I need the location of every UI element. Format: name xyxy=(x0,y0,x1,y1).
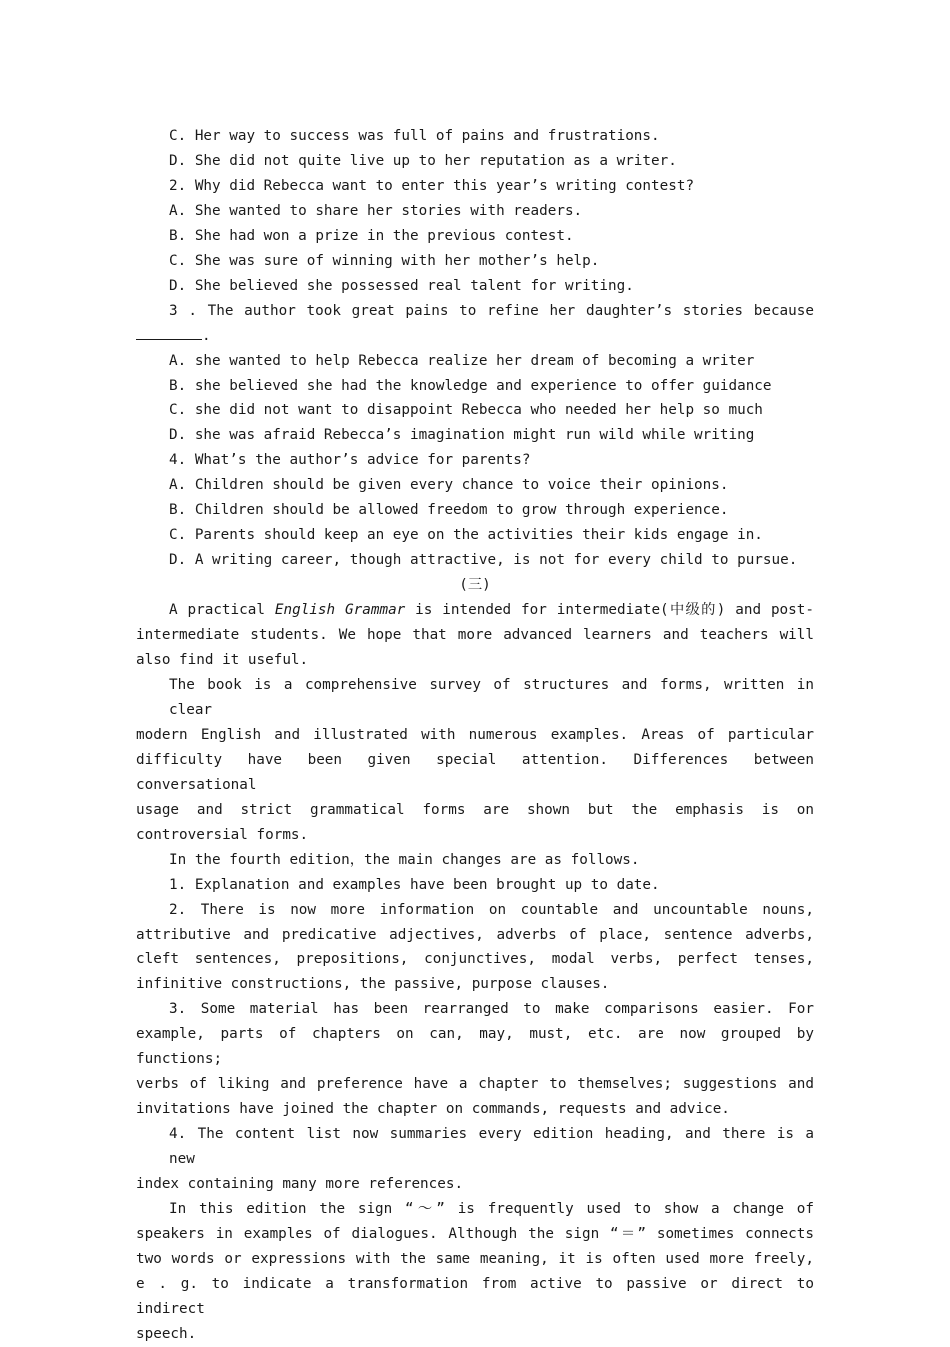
q2-option-a: A. She wanted to share her stories with readers. xyxy=(169,202,583,219)
q2-stem: 2. Why did Rebecca want to enter this year’s writing contest? xyxy=(169,177,695,194)
q2-option-b: B. She had won a prize in the previous contest. xyxy=(169,227,574,244)
passage-p1-line3: also find it useful. xyxy=(136,652,309,669)
passage-p5-line4: e . g. to indicate a transformation from active to passive or direct to indirect xyxy=(136,1275,814,1317)
passage-p2-line3: difficulty have been given special attention. Differences between conversational xyxy=(136,751,814,793)
passage-p5-line3: two words or expressions with the same meaning, it is often used more freely, xyxy=(136,1250,814,1267)
passage-p5-line2: speakers in examples of dialogues. Although the sign “＝” sometimes connects xyxy=(136,1225,814,1242)
document-body xyxy=(136,124,814,1347)
passage-p3: In the fourth edition，the main changes are as follows. xyxy=(169,851,640,868)
q4-option-c: C. Parents should keep an eye on the activities their kids engage in. xyxy=(169,527,763,544)
q4-option-d: D. A writing career, though attractive, is not for every child to pursue. xyxy=(169,552,798,569)
q3-option-a: A. she wanted to help Rebecca realize her dream of becoming a writer xyxy=(169,352,755,369)
q3-stem-end: . xyxy=(202,327,211,344)
q1-option-c: C. Her way to success was full of pains and frustrations. xyxy=(169,128,660,144)
passage-p1-line2: intermediate students. We hope that more advanced learners and teachers will xyxy=(136,627,814,644)
list-item-3-line4: invitations have joined the chapter on commands, requests and advice. xyxy=(136,1101,730,1118)
section-heading: (三) xyxy=(459,577,491,594)
q4-option-b: B. Children should be allowed freedom to grow through experience. xyxy=(169,502,729,519)
q3-stem-blank-line xyxy=(136,324,814,349)
list-item-3-line3: verbs of liking and preference have a chapter to themselves; suggestions and xyxy=(136,1076,814,1093)
list-item-4-line2: index containing many more references. xyxy=(136,1176,464,1193)
passage-p5-line1: In this edition the sign “～” is frequently used to show a change of xyxy=(169,1200,814,1217)
q4-option-a: A. Children should be given every chance to voice their opinions. xyxy=(169,477,729,494)
list-item-3-line1: 3. Some material has been rearranged to make comparisons easier. For xyxy=(169,1001,814,1018)
passage-p2-line1: The book is a comprehensive survey of structures and forms, written in clear xyxy=(169,676,814,718)
passage-p2-line4: usage and strict grammatical forms are shown but the emphasis is on xyxy=(136,801,814,818)
answer-blank xyxy=(136,325,202,340)
q3-option-d: D. she was afraid Rebecca’s imagination might run wild while writing xyxy=(169,427,755,444)
passage-p1-line1 xyxy=(136,598,814,623)
q3-option-c: C. she did not want to disappoint Rebecca who needed her help so much xyxy=(169,402,763,419)
q3-option-b: B. she believed she had the knowledge and experience to offer guidance xyxy=(169,377,772,394)
q1-option-d: D. She did not quite live up to her reputation as a writer. xyxy=(169,152,677,169)
list-item-2-line1: 2. There is now more information on countable and uncountable nouns, xyxy=(169,901,814,918)
list-item-1: 1. Explanation and examples have been brought up to date. xyxy=(169,876,660,893)
q3-stem: 3 . The author took great pains to refine her daughter’s stories because xyxy=(169,302,814,319)
list-item-3-line2: example, parts of chapters on can, may, must, etc. are now grouped by functions; xyxy=(136,1026,814,1068)
list-item-2-line2: attributive and predicative adjectives, adverbs of place, sentence adverbs, xyxy=(136,926,814,943)
list-item-4-line1: 4. The content list now summaries every edition heading, and there is a new xyxy=(169,1126,814,1168)
q4-stem: 4. What’s the author’s advice for parents? xyxy=(169,452,531,469)
list-item-2-line4: infinitive constructions, the passive, purpose clauses. xyxy=(136,976,610,993)
book-title: English Grammar xyxy=(274,602,406,619)
passage-p5-line5: speech. xyxy=(136,1325,197,1342)
passage-p2-line5: controversial forms. xyxy=(136,826,309,843)
q2-option-d: D. She believed she possessed real talent for writing. xyxy=(169,277,634,294)
list-item-2-line3: cleft sentences, prepositions, conjunctives, modal verbs, perfect tenses, xyxy=(136,951,814,968)
passage-p1-text-b: is intended for intermediate(中级的) and post- xyxy=(405,602,814,619)
q2-option-c: C. She was sure of winning with her mother’s help. xyxy=(169,252,600,269)
passage-p1-text-a: A practical xyxy=(169,602,275,619)
passage-p2-line2: modern English and illustrated with numerous examples. Areas of particular xyxy=(136,726,814,743)
